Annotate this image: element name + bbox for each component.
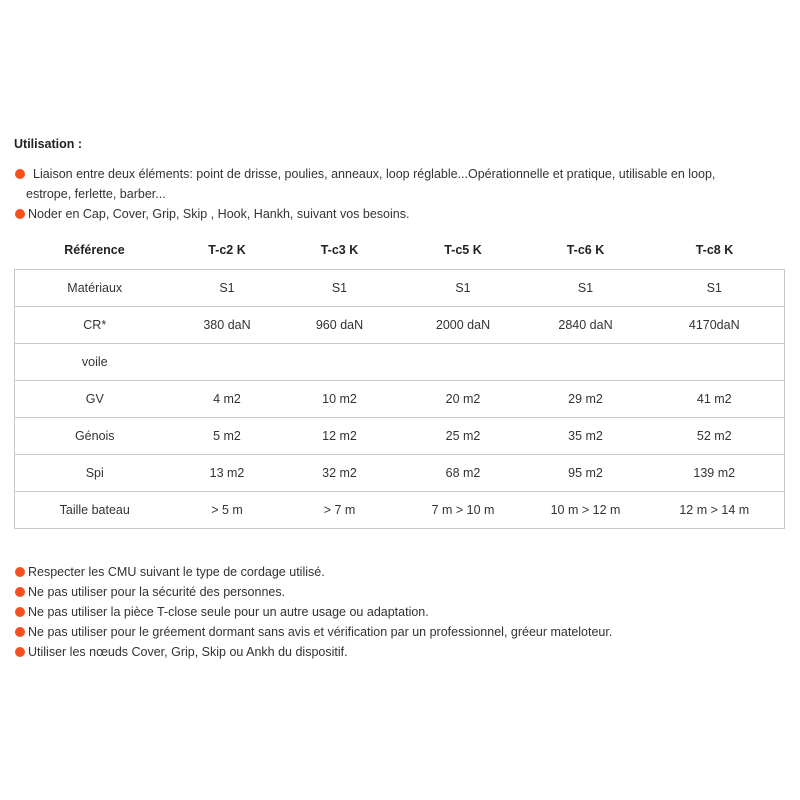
- table-cell: 139 m2: [645, 454, 785, 491]
- note-item-text: Respecter les CMU suivant le type de cordage utilisé.: [28, 565, 325, 579]
- table-cell: 5 m2: [175, 417, 280, 454]
- bullet-dot-icon: [15, 627, 25, 637]
- table-cell: 12 m > 14 m: [645, 491, 785, 528]
- usage-item-text: Liaison entre deux éléments: point de drisse, poulies, anneaux, loop réglable...Opérationnelle et pratique, utilisable en loop,: [33, 167, 716, 181]
- notes-list: [14, 562, 789, 662]
- column-header: T-c5 K: [444, 243, 482, 258]
- usage-item-text-continued: estrope, ferlette, barber...: [26, 187, 166, 201]
- table-cell: S1: [175, 269, 280, 306]
- note-item: [14, 622, 789, 642]
- table-cell: [175, 343, 280, 380]
- table-cell: 20 m2: [400, 380, 527, 417]
- usage-item: [14, 204, 789, 224]
- row-label-cell: Matériaux: [15, 269, 175, 306]
- table-cell: 4170daN: [645, 306, 785, 343]
- table-cell: 95 m2: [527, 454, 645, 491]
- table-cell: 41 m2: [645, 380, 785, 417]
- note-item: [14, 642, 789, 662]
- row-label-cell: Taille bateau: [15, 491, 175, 528]
- table-row: [15, 343, 785, 380]
- bullet-dot-icon: [15, 567, 25, 577]
- table-cell: > 7 m: [280, 491, 400, 528]
- note-item: [14, 582, 789, 602]
- table-cell: 25 m2: [400, 417, 527, 454]
- usage-heading: Utilisation :: [14, 137, 83, 151]
- table-cell: [645, 343, 785, 380]
- table-cell: [400, 343, 527, 380]
- table-cell: 7 m > 10 m: [400, 491, 527, 528]
- table-row: [15, 269, 785, 306]
- note-item-text: Ne pas utiliser pour la sécurité des personnes.: [28, 585, 286, 599]
- spec-table: [14, 232, 785, 529]
- table-cell: 35 m2: [527, 417, 645, 454]
- table-cell: S1: [645, 269, 785, 306]
- table-cell: 68 m2: [400, 454, 527, 491]
- row-label-cell: Génois: [15, 417, 175, 454]
- bullet-dot-icon: [15, 209, 25, 219]
- column-header: T-c2 K: [208, 243, 246, 258]
- table-row: [15, 491, 785, 528]
- row-label-cell: GV: [15, 380, 175, 417]
- column-header: T-c3 K: [320, 243, 359, 258]
- note-item-text: Ne pas utiliser pour le gréement dormant sans avis et vérification par un professionnel, gréeur mateloteur.: [28, 625, 613, 639]
- usage-item-text: Noder en Cap, Cover, Grip, Skip , Hook, Hankh, suivant vos besoins.: [28, 207, 410, 221]
- table-cell: S1: [280, 269, 400, 306]
- note-item-text: Ne pas utiliser la pièce T-close seule pour un autre usage ou adaptation.: [28, 605, 429, 619]
- table-row: [15, 306, 785, 343]
- note-item-text: Utiliser les nœuds Cover, Grip, Skip ou Ankh du dispositif.: [28, 645, 348, 659]
- table-cell: 12 m2: [280, 417, 400, 454]
- row-label-cell: CR*: [15, 306, 175, 343]
- table-header-row: [15, 232, 785, 269]
- table-cell: [280, 343, 400, 380]
- table-cell: 960 daN: [280, 306, 400, 343]
- bullet-dot-icon: [15, 169, 25, 179]
- table-cell: 380 daN: [175, 306, 280, 343]
- table-cell: S1: [527, 269, 645, 306]
- table-cell: 2000 daN: [400, 306, 527, 343]
- column-header: T-c6 K: [566, 243, 605, 258]
- table-body: [15, 269, 785, 528]
- bullet-dot-icon: [15, 607, 25, 617]
- table-cell: 2840 daN: [527, 306, 645, 343]
- row-label-cell: voile: [15, 343, 175, 380]
- table-cell: S1: [400, 269, 527, 306]
- table-cell: 10 m > 12 m: [527, 491, 645, 528]
- table-cell: > 5 m: [175, 491, 280, 528]
- usage-item: [14, 164, 789, 204]
- table-cell: [527, 343, 645, 380]
- row-label-cell: Spi: [15, 454, 175, 491]
- bullet-dot-icon: [15, 587, 25, 597]
- table-row: [15, 454, 785, 491]
- table-cell: 52 m2: [645, 417, 785, 454]
- usage-list: [14, 164, 789, 224]
- table-row: [15, 380, 785, 417]
- table-cell: 10 m2: [280, 380, 400, 417]
- note-item: [14, 562, 789, 582]
- column-header-reference: Référence: [64, 243, 125, 258]
- table-cell: 13 m2: [175, 454, 280, 491]
- table-cell: 29 m2: [527, 380, 645, 417]
- table-cell: 32 m2: [280, 454, 400, 491]
- note-item: [14, 602, 789, 622]
- column-header: T-c8 K: [695, 243, 734, 258]
- bullet-dot-icon: [15, 647, 25, 657]
- table-cell: 4 m2: [175, 380, 280, 417]
- table-row: [15, 417, 785, 454]
